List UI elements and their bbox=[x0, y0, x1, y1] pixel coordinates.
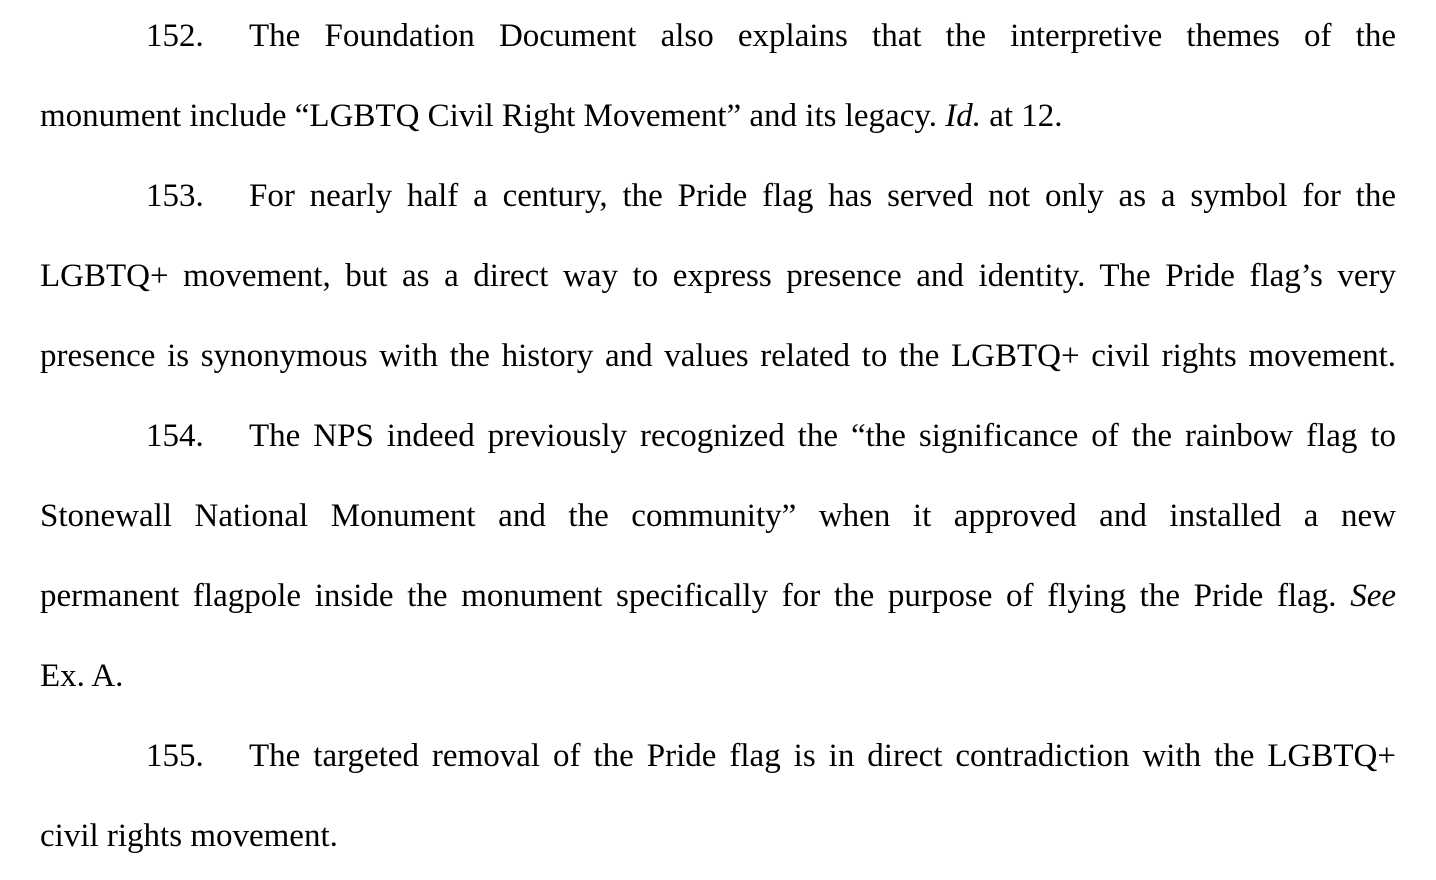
citation-id: Id. bbox=[945, 98, 981, 134]
paragraph-text: civil rights movement. bbox=[40, 818, 338, 854]
paragraph-text: monument include “LGBTQ Civil Right Movement” and its legacy. bbox=[40, 98, 937, 134]
paragraph-153-line-1 bbox=[40, 174, 1396, 218]
exhibit-reference: Ex. A. bbox=[40, 658, 124, 694]
paragraph-text: For nearly half a century, the Pride flag has served not only as a symbol for the bbox=[249, 178, 1396, 214]
paragraph-text: presence is synonymous with the history and values related to the LGBTQ+ civil rights movement. bbox=[40, 338, 1396, 374]
paragraph-154-line-1 bbox=[40, 414, 1396, 458]
paragraph-154-line-2 bbox=[40, 494, 1396, 538]
paragraph-number: 152. bbox=[146, 18, 204, 54]
paragraph-text: The Foundation Document also explains that the interpretive themes of the bbox=[249, 18, 1396, 54]
paragraph-text: The targeted removal of the Pride flag is in direct contradiction with the LGBTQ+ bbox=[249, 738, 1396, 774]
paragraph-153-line-2 bbox=[40, 254, 1396, 298]
paragraph-text: LGBTQ+ movement, but as a direct way to express presence and identity. The Pride flag’s very bbox=[40, 258, 1396, 294]
paragraph-number: 155. bbox=[146, 738, 204, 774]
paragraph-number: 153. bbox=[146, 178, 204, 214]
paragraph-155-line-2 bbox=[40, 814, 1396, 858]
paragraph-152-line-1 bbox=[40, 14, 1396, 58]
paragraph-text: The NPS indeed previously recognized the “the significance of the rainbow flag to bbox=[249, 418, 1396, 454]
paragraph-number: 154. bbox=[146, 418, 204, 454]
paragraph-154-line-4 bbox=[40, 654, 1396, 698]
paragraph-152-line-2 bbox=[40, 94, 1396, 138]
citation-pin: at 12. bbox=[989, 98, 1063, 134]
citation-signal: See bbox=[1350, 578, 1397, 614]
paragraph-153-line-3 bbox=[40, 334, 1396, 378]
paragraph-text: Stonewall National Monument and the community” when it approved and installed a new bbox=[40, 498, 1396, 534]
paragraph-text: permanent flagpole inside the monument specifically for the purpose of flying the Pride flag. bbox=[40, 578, 1337, 614]
paragraph-154-line-3 bbox=[40, 574, 1396, 618]
paragraph-155-line-1 bbox=[40, 734, 1396, 778]
